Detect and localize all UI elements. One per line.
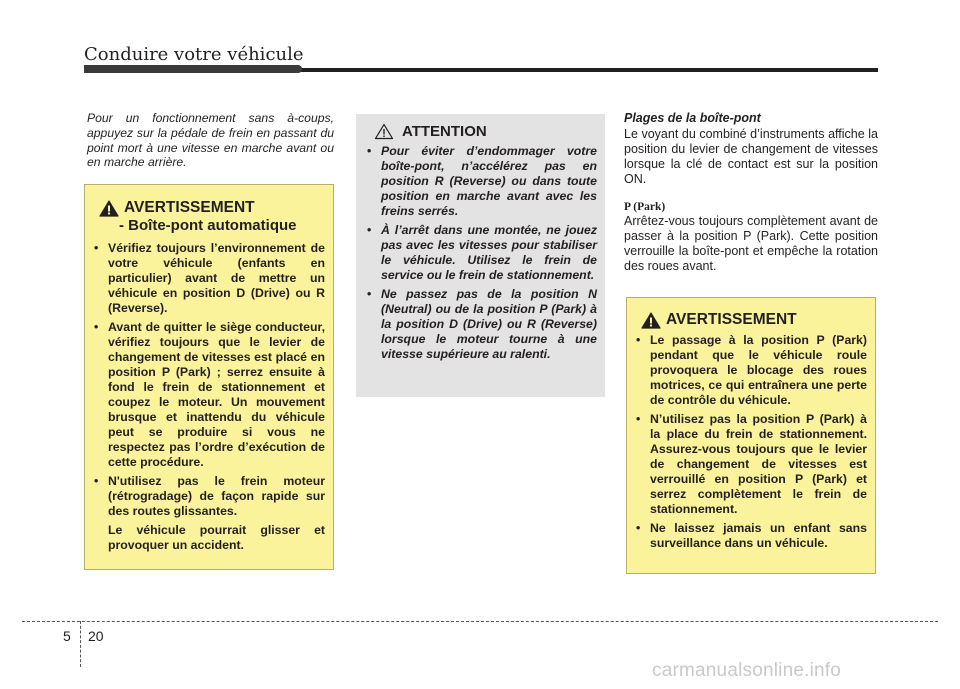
warning-title: AVERTISSEMENT (666, 311, 797, 328)
warning-triangle-icon (99, 200, 119, 217)
warning-list (93, 241, 325, 519)
transaxle-ranges-section (624, 111, 878, 274)
chapter-number: 5 (63, 628, 71, 644)
list-item: • Ne passez pas de la position N (Neutral) ou de la position P (Park) à la position D (Drive) ou R (Reverse) lorsque le moteur tourne à une vitesse supérieure au ralenti. (367, 287, 597, 361)
warning-box-automatic-transaxle (84, 184, 334, 570)
list-item: • Le passage à la position P (Park) pendant que le véhicule roule provoquera le blocage des roues motrices, ce qui entraînera une perte de contrôle du véhicule. (636, 333, 867, 407)
warning-title: AVERTISSEMENT (124, 199, 255, 216)
warning-triangle-icon (641, 312, 661, 329)
warning-list (635, 333, 867, 551)
warning-box-header (99, 199, 325, 217)
warning-box-header (641, 311, 867, 329)
list-item: • N’utilisez pas la position P (Park) à la place du frein de stationnement. Assurez-vous toujours que le levier de changement de vitesses est verrouillé en position P (Park) et serrez complètement le frein de stationnement. (636, 412, 867, 516)
warning-continuation: Le véhicule pourrait glisser et provoquer un accident. (108, 523, 325, 552)
footer-rule (22, 621, 938, 622)
warning-subtitle: - Boîte-pont automatique (119, 217, 297, 234)
footer-divider (80, 621, 81, 667)
attention-header (374, 123, 597, 140)
list-item: • Ne laissez jamais un enfant sans surveillance dans un véhicule. (636, 521, 867, 550)
caution-triangle-icon (374, 123, 394, 140)
page-header-title: Conduire votre véhicule (84, 44, 304, 65)
attention-title: ATTENTION (402, 123, 487, 140)
section-paragraph: Le voyant du combiné d’instruments affiche la position du levier de changement de vitesses lorsque la clé de contact est sur la position ON. (624, 127, 878, 186)
park-paragraph: Arrêtez-vous toujours complètement avant de passer à la position P (Park). Cette position verrouille la boîte-pont et empêche la rotation des roues avant. (624, 214, 878, 273)
park-heading: P (Park) (624, 201, 666, 213)
attention-list (366, 144, 597, 362)
list-item: • N'utilisez pas le frein moteur (rétrogradage) de façon rapide sur des routes glissantes. (94, 474, 325, 518)
section-heading: Plages de la boîte-pont (624, 111, 761, 125)
header-tab-bar (84, 65, 302, 73)
list-item: • Avant de quitter le siège conducteur, vérifiez toujours que le levier de changement de vitesses est placé en position P (Park) ; serrez ensuite à fond le frein de stationnement et coupez le moteur. Un mouvement brusque et inattendu du véhicule peut se produire si vous ne respectez pas l’ordre d’exécution de cette procédure. (94, 320, 325, 469)
list-item: • Vérifiez toujours l’environnement de votre véhicule (enfants en particulier) avant de mettre un véhicule en position D (Drive) ou R (Reverse). (94, 241, 325, 315)
attention-box (356, 114, 605, 397)
list-item: • À l’arrêt dans une montée, ne jouez pas avec les vitesses pour stabiliser le véhicule. Utilisez le frein de service ou le frein de stationnement. (367, 223, 597, 282)
warning-box-park (626, 297, 876, 574)
intro-paragraph: Pour un fonctionnement sans à-coups, appuyez sur la pédale de frein en passant du point mort à une vitesse en marche avant ou en marche arrière. (87, 111, 334, 170)
list-item: • Pour éviter d’endommager votre boîte-pont, n’accélérez pas en position R (Reverse) ou dans toute position en marche avant avec les freins serrés. (367, 144, 597, 218)
watermark: carmanualsonline.info (652, 660, 842, 681)
page-number: 20 (88, 628, 104, 644)
